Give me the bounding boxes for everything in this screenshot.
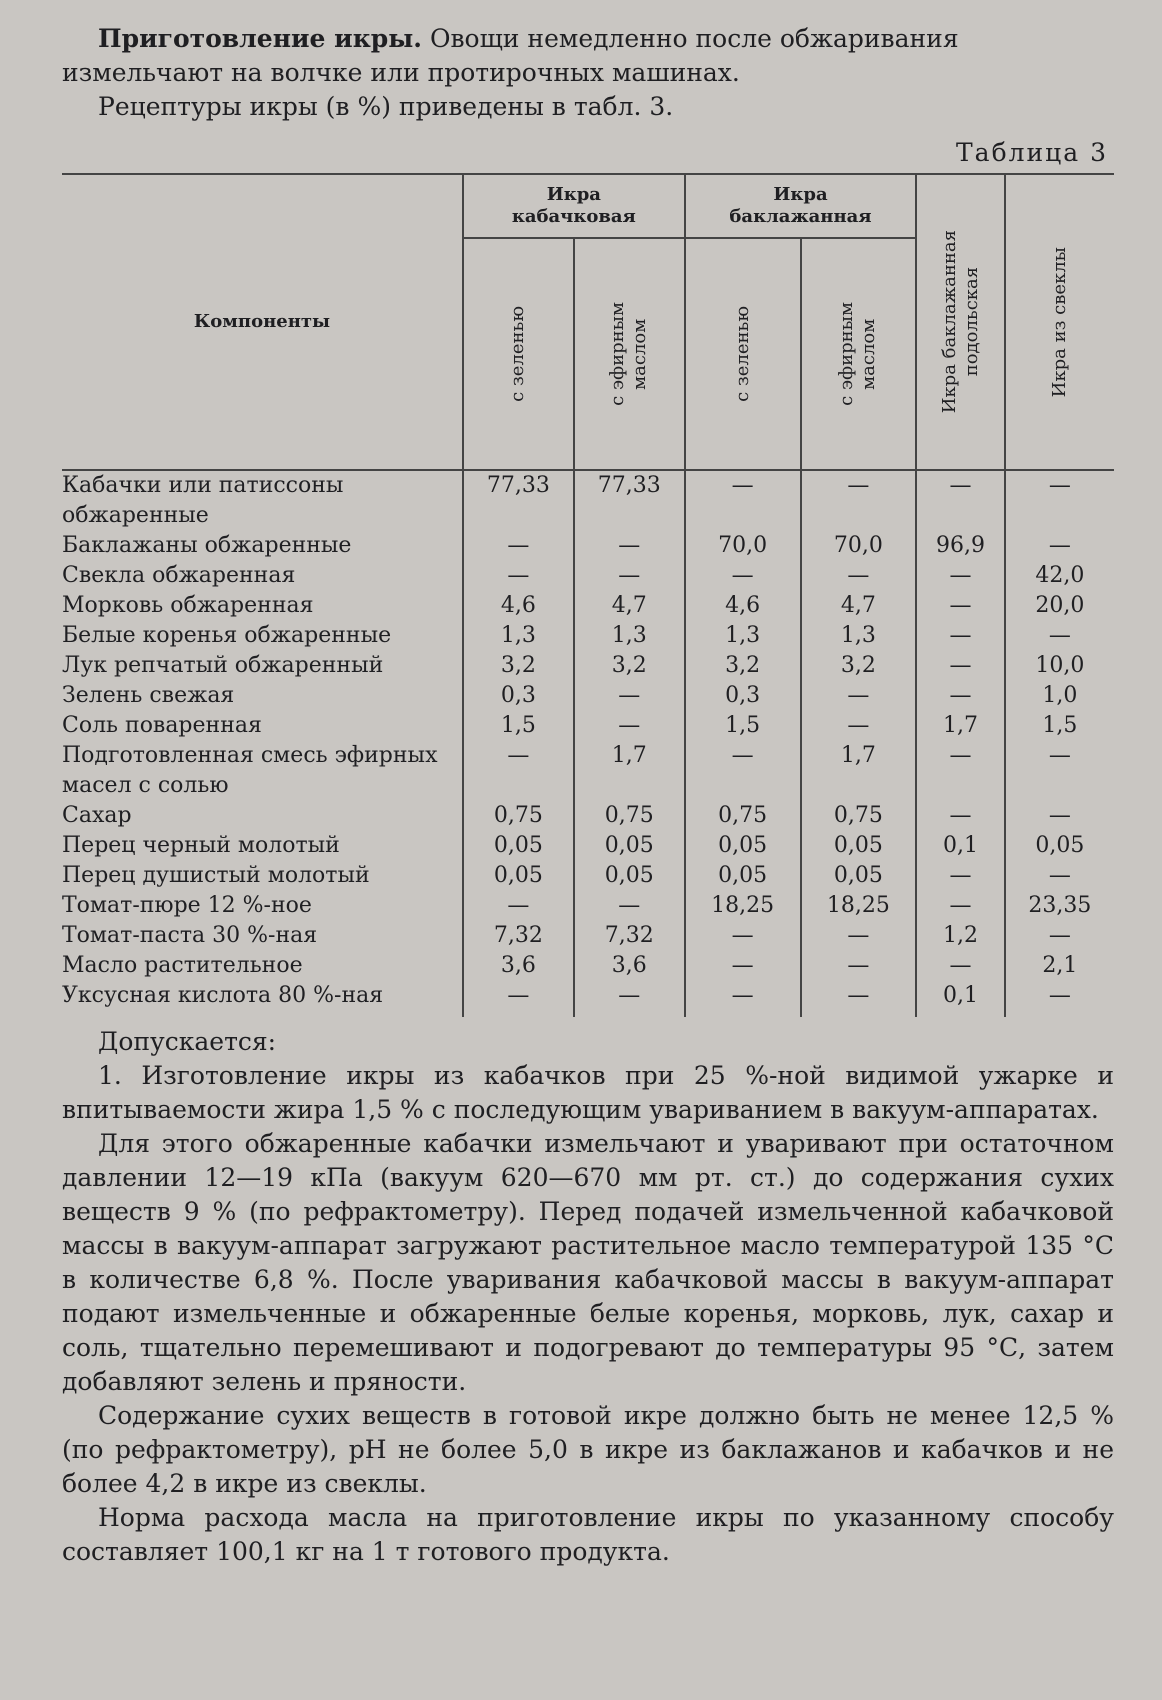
table-cell: 1,5	[463, 711, 574, 741]
table-row	[62, 621, 1114, 651]
components-header: Компоненты	[62, 174, 463, 470]
group-header-zucchini: Икра кабачковая	[463, 174, 685, 238]
table-row	[62, 891, 1114, 921]
table-cell: 18,25	[685, 891, 801, 921]
table-cell: 2,1	[1005, 951, 1114, 981]
table-cell: 0,1	[916, 831, 1004, 861]
table-cell: 1,3	[463, 621, 574, 651]
table-cell: 4,6	[685, 591, 801, 621]
table-cell: 0,05	[463, 831, 574, 861]
table-cell: —	[1005, 981, 1114, 1017]
component-name: Перец черный молотый	[62, 833, 340, 858]
table-cell: —	[801, 681, 917, 711]
table-cell: 0,75	[801, 801, 917, 831]
table-row	[62, 831, 1114, 861]
table-row	[62, 951, 1114, 981]
table-cell: 4,6	[463, 591, 574, 621]
col-header-beet: Икра из свеклы	[1005, 174, 1114, 470]
table-cell: 3,2	[801, 651, 917, 681]
subheader-oil-1: с эфирным маслом	[574, 238, 685, 470]
table-cell: —	[463, 561, 574, 591]
table-cell: 70,0	[685, 531, 801, 561]
table-cell: —	[916, 681, 1004, 711]
table-cell: —	[574, 891, 685, 921]
table-cell: —	[916, 591, 1004, 621]
table-cell: —	[685, 470, 801, 531]
note-2: Для этого обжаренные кабачки измельчают и уваривают при остаточном давлении 12—19 кПа (вакуум 620—670 мм рт. ст.) до содержания сухих веществ 9 % (по рефрактометру). Перед подачей измельченной кабачковой массы в вакуум-аппарат загружают растительное масло температурой 135 °С в количестве 6,8 %. После уваривания кабачковой массы в вакуум-аппарат подают измельченные и обжаренные белые коренья, морковь, лук, сахар и соль, тщательно перемешивают и подогревают до температуры 95 °С, затем добавляют зелень и пряности.	[62, 1129, 1114, 1396]
table-cell: —	[1005, 861, 1114, 891]
table-cell: 1,7	[574, 741, 685, 801]
table-cell: 0,05	[1005, 831, 1114, 861]
table-cell: —	[574, 681, 685, 711]
table-cell: 23,35	[1005, 891, 1114, 921]
table-row	[62, 681, 1114, 711]
table-cell: 7,32	[574, 921, 685, 951]
table-cell: —	[801, 470, 917, 531]
table-cell: 1,5	[1005, 711, 1114, 741]
table-cell: —	[916, 561, 1004, 591]
table-cell: —	[463, 741, 574, 801]
table-cell: 3,2	[463, 651, 574, 681]
table-cell: —	[1005, 470, 1114, 531]
table-cell: 0,75	[685, 801, 801, 831]
table-cell: 0,3	[463, 681, 574, 711]
table-cell: —	[1005, 531, 1114, 561]
intro-paragraph	[62, 22, 1114, 90]
table-row	[62, 651, 1114, 681]
table-cell: 3,6	[574, 951, 685, 981]
component-name: Морковь обжаренная	[62, 593, 314, 618]
table-cell: 1,0	[1005, 681, 1114, 711]
table-cell: 0,05	[685, 861, 801, 891]
note-3: Содержание сухих веществ в готовой икре должно быть не менее 12,5 % (по рефрактометру), pH не более 5,0 в икре из баклажанов и кабачков и не более 4,2 в икре из свеклы.	[62, 1401, 1114, 1498]
component-name: Томат-паста 30 %-ная	[62, 923, 318, 948]
subheader-oil-2: с эфирным маслом	[801, 238, 917, 470]
table-cell: —	[685, 561, 801, 591]
table-cell: 0,05	[801, 831, 917, 861]
table-cell: 77,33	[463, 470, 574, 531]
table-cell: —	[916, 801, 1004, 831]
section-heading: Приготовление икры.	[98, 24, 422, 53]
table-cell: —	[801, 711, 917, 741]
table-cell: 1,2	[916, 921, 1004, 951]
table-row	[62, 591, 1114, 621]
table-cell: 0,75	[463, 801, 574, 831]
table-cell: 42,0	[1005, 561, 1114, 591]
table-cell: 20,0	[1005, 591, 1114, 621]
table-cell: —	[685, 921, 801, 951]
table-cell: —	[463, 981, 574, 1017]
table-cell: 3,2	[685, 651, 801, 681]
table-cell: 1,5	[685, 711, 801, 741]
table-cell: 0,05	[574, 861, 685, 891]
table-cell: 0,1	[916, 981, 1004, 1017]
table-reference: Рецептуры икры (в %) приведены в табл. 3.	[98, 92, 674, 121]
table-row	[62, 921, 1114, 951]
table-row	[62, 801, 1114, 831]
component-name: Лук репчатый обжаренный	[62, 653, 384, 678]
intro	[62, 22, 1114, 124]
table-cell: —	[574, 981, 685, 1017]
intro-text: Овощи немедленно после обжаривания измельчают на волчке или протирочных машинах.	[62, 24, 959, 87]
table-label: Таблица 3	[955, 138, 1108, 167]
table-cell: —	[1005, 621, 1114, 651]
table-cell: —	[685, 981, 801, 1017]
table-cell: 18,25	[801, 891, 917, 921]
table-cell: 77,33	[574, 470, 685, 531]
component-name: Кабачки или патиссоны обжаренные	[62, 473, 344, 528]
table-cell: 4,7	[801, 591, 917, 621]
table-cell: 1,3	[801, 621, 917, 651]
component-name: Уксусная кислота 80 %-ная	[62, 983, 384, 1008]
notes-allowed: Допускается:	[98, 1027, 277, 1056]
table-cell: —	[916, 861, 1004, 891]
col-header-podolsk: Икра баклажанная подольская	[916, 174, 1004, 470]
table-cell: 0,05	[574, 831, 685, 861]
table-cell: —	[801, 981, 917, 1017]
component-name: Зелень свежая	[62, 683, 235, 708]
table-cell: 10,0	[1005, 651, 1114, 681]
table-cell: —	[463, 531, 574, 561]
table-row	[62, 741, 1114, 801]
table-cell: —	[574, 711, 685, 741]
table-cell: —	[685, 951, 801, 981]
table-cell: 1,3	[574, 621, 685, 651]
table-cell: 0,05	[801, 861, 917, 891]
subheader-greens-1: с зеленью	[463, 238, 574, 470]
table-cell: —	[916, 741, 1004, 801]
table-row	[62, 981, 1114, 1017]
table-cell: 3,2	[574, 651, 685, 681]
table-row	[62, 861, 1114, 891]
table-cell: —	[916, 651, 1004, 681]
table-row	[62, 711, 1114, 741]
table-cell: —	[801, 951, 917, 981]
component-name: Свекла обжаренная	[62, 563, 296, 588]
notes	[62, 1025, 1114, 1569]
table-cell: 1,7	[916, 711, 1004, 741]
table-cell: —	[1005, 921, 1114, 951]
table-cell: 0,05	[463, 861, 574, 891]
table-cell: 3,6	[463, 951, 574, 981]
table-cell: 0,3	[685, 681, 801, 711]
table-cell: 96,9	[916, 531, 1004, 561]
table-cell: 0,05	[685, 831, 801, 861]
table-cell: —	[1005, 741, 1114, 801]
table-cell: —	[463, 891, 574, 921]
table-cell: 7,32	[463, 921, 574, 951]
table-cell: 4,7	[574, 591, 685, 621]
recipe-table	[62, 173, 1114, 1017]
component-name: Баклажаны обжаренные	[62, 533, 352, 558]
table-cell: —	[574, 531, 685, 561]
component-name: Масло растительное	[62, 953, 303, 978]
table-cell: 70,0	[801, 531, 917, 561]
table-cell: —	[801, 561, 917, 591]
note-4: Норма расхода масла на приготовление икры по указанному способу составляет 100,1 кг на 1 т готового продукта.	[62, 1503, 1114, 1566]
table-cell: —	[916, 951, 1004, 981]
subheader-greens-2: с зеленью	[685, 238, 801, 470]
table-cell: —	[916, 470, 1004, 531]
table-cell: 1,7	[801, 741, 917, 801]
group-header-eggplant: Икра баклажанная	[685, 174, 917, 238]
table-cell: —	[916, 891, 1004, 921]
table-cell: 1,3	[685, 621, 801, 651]
component-name: Соль поваренная	[62, 713, 262, 738]
component-name: Сахар	[62, 803, 132, 828]
table-row	[62, 531, 1114, 561]
table-cell: 0,75	[574, 801, 685, 831]
table-cell: —	[574, 561, 685, 591]
note-1: 1. Изготовление икры из кабачков при 25 %-ной видимой ужарке и впитываемости жира 1,5 % с последующим увариванием в вакуум-аппаратах.	[62, 1061, 1114, 1124]
table-cell: —	[801, 921, 917, 951]
table-row	[62, 561, 1114, 591]
component-name: Перец душистый молотый	[62, 863, 370, 888]
component-name: Белые коренья обжаренные	[62, 623, 392, 648]
component-name: Томат-пюре 12 %-ное	[62, 893, 312, 918]
component-name: Подготовленная смесь эфирных масел с солью	[62, 743, 438, 798]
table-cell: —	[1005, 801, 1114, 831]
table-cell: —	[685, 741, 801, 801]
table-row	[62, 470, 1114, 531]
table-cell: —	[916, 621, 1004, 651]
